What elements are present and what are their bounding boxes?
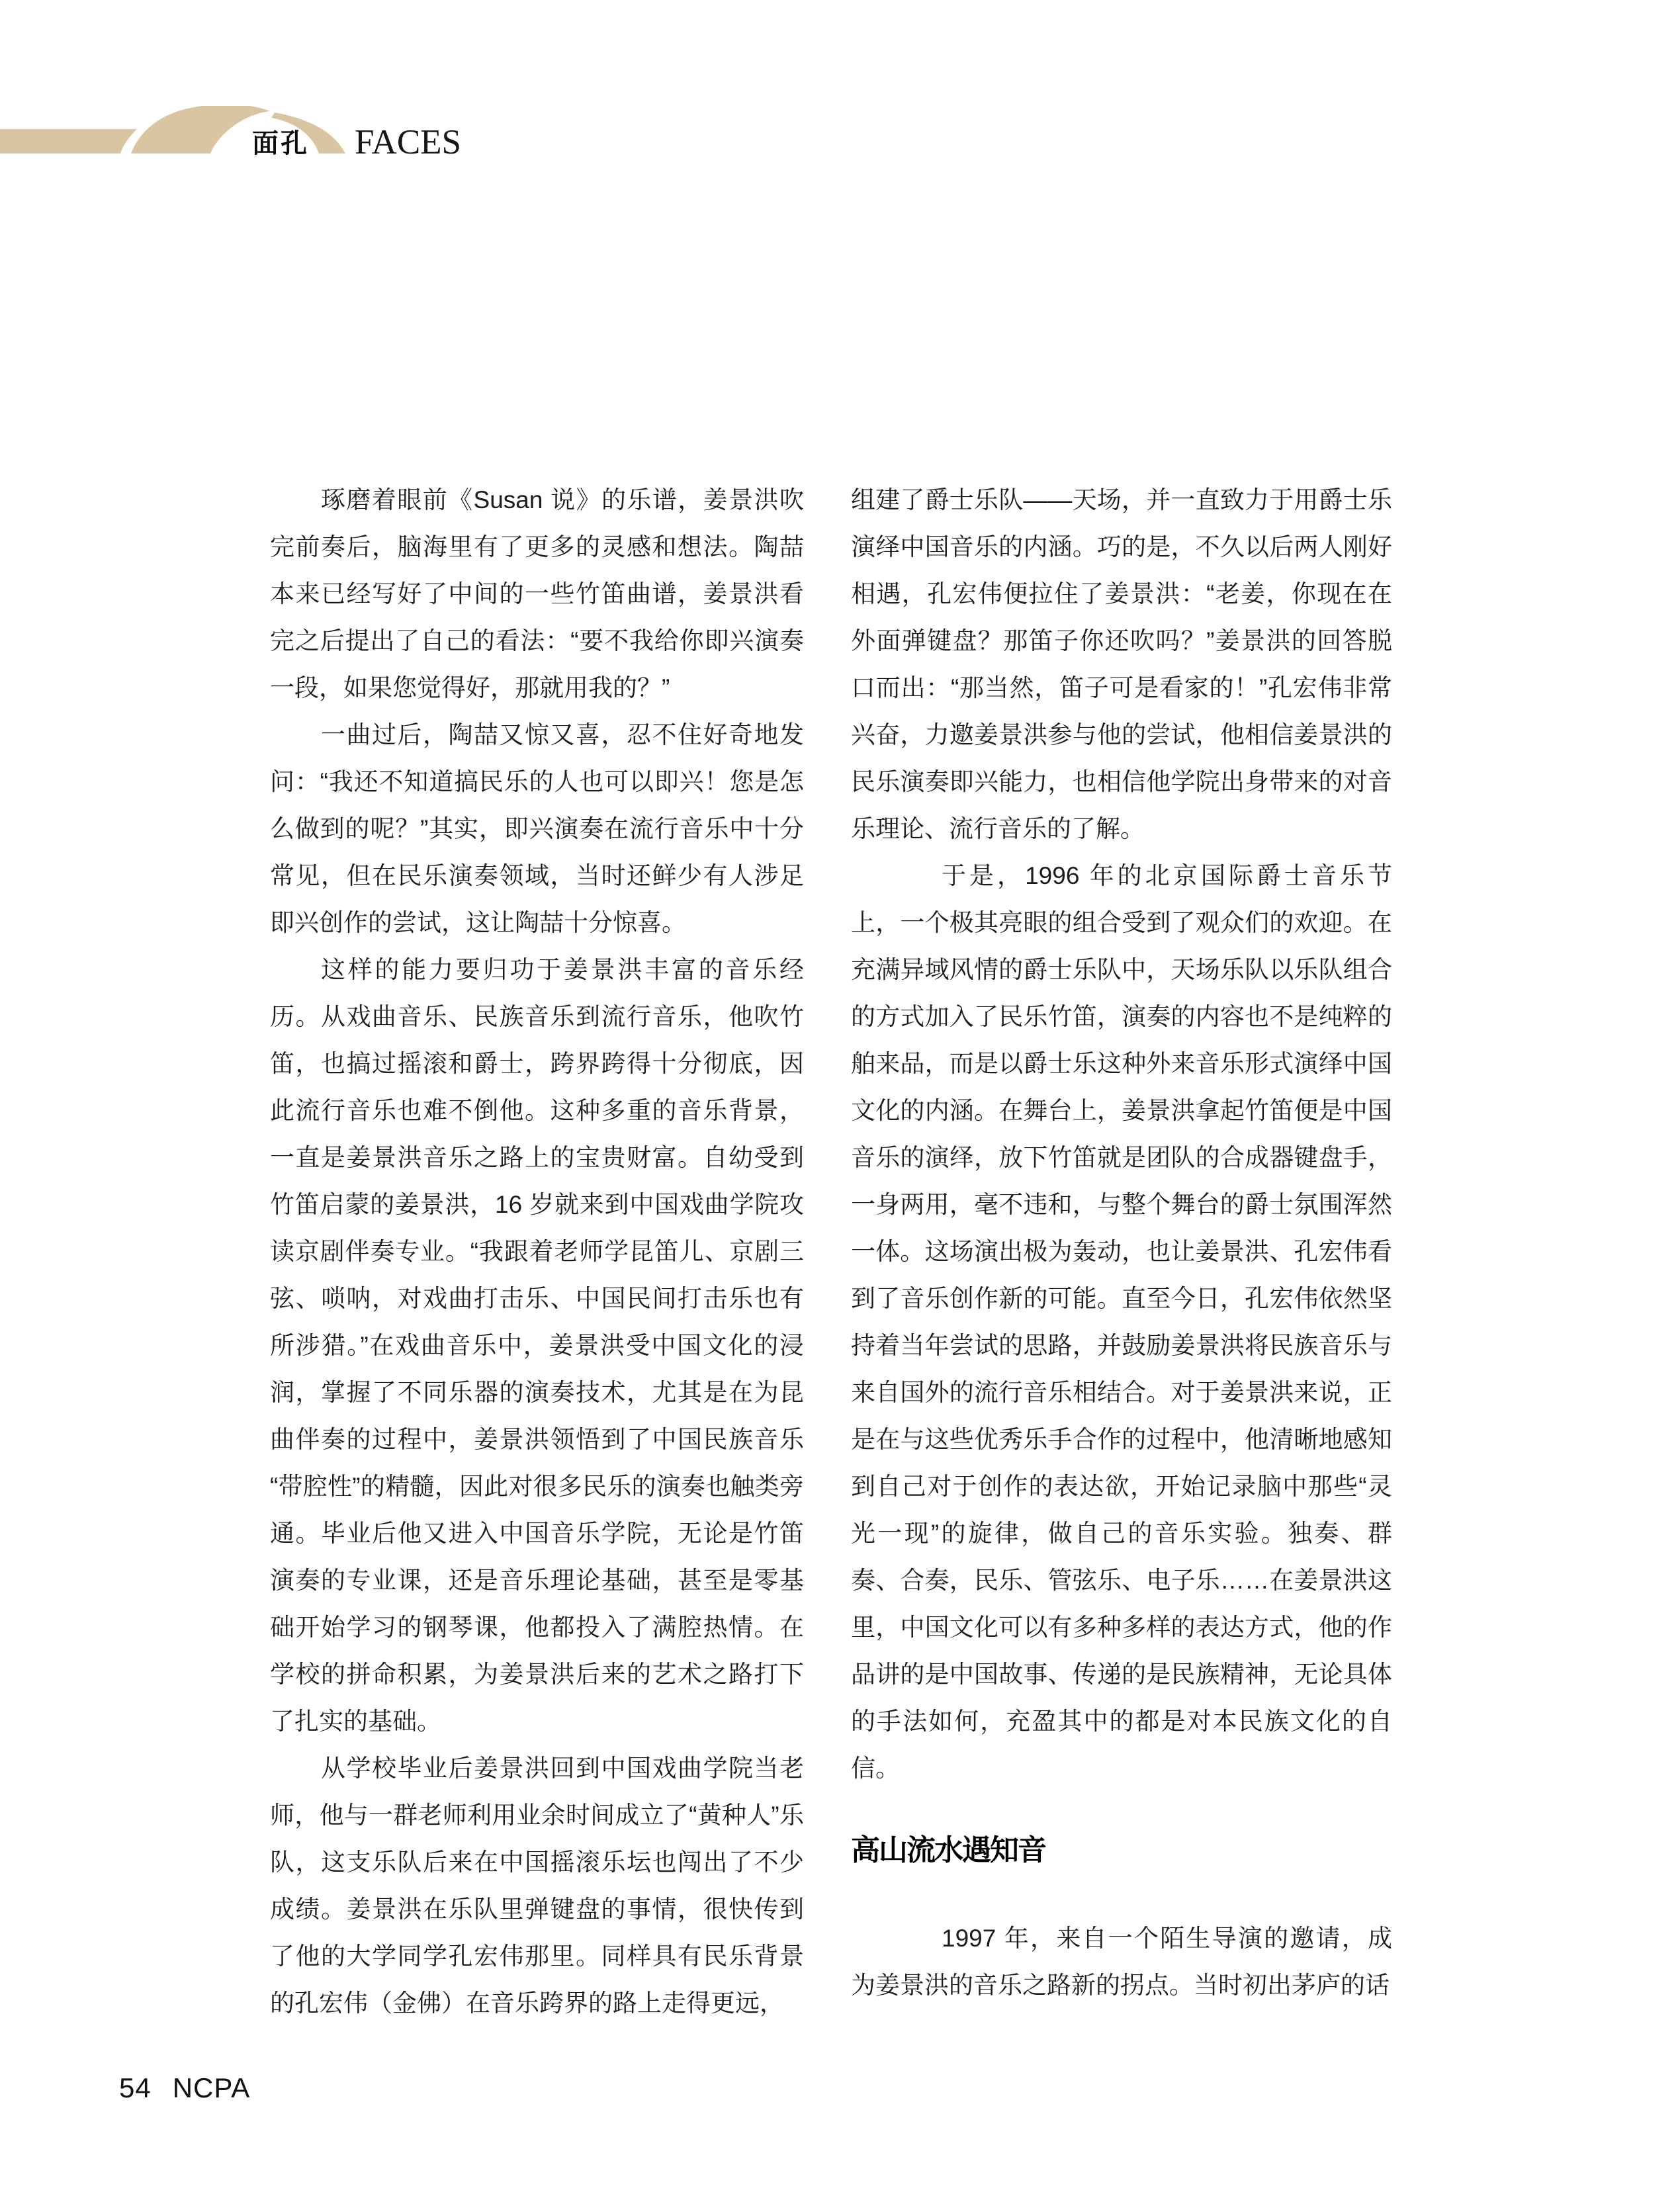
paragraph: 琢磨着眼前《Susan 说》的乐谱，姜景洪吹完前奏后，脑海里有了更多的灵感和想法。陶喆本来已经写好了中间的一些竹笛曲谱，姜景洪看完之后提出了自己的看法：“要不我给你即兴演奏一段，如果您觉得好，那就用我的？” bbox=[270, 486, 804, 701]
paragraph: 组建了爵士乐队——天场，并一直致力于用爵士乐演绎中国音乐的内涵。巧的是，不久以后两人刚好相遇，孔宏伟便拉住了姜景洪：“老姜，你现在在外面弹键盘？那笛子你还吹吗？”姜景洪的回答脱口而出：“那当然，笛子可是看家的！”孔宏伟非常兴奋，力邀姜景洪参与他的尝试，他相信姜景洪的民乐演奏即兴能力，也相信他学院出身带来的对音乐理论、流行音乐的了解。 bbox=[851, 486, 1392, 842]
header-leaf-shape bbox=[131, 106, 270, 153]
right-column bbox=[851, 476, 1392, 2009]
paragraph: 一曲过后，陶喆又惊又喜，忍不住好奇地发问：“我还不知道搞民乐的人也可以即兴！您是怎么做到的呢？”其实，即兴演奏在流行音乐中十分常见，但在民乐演奏领域，当时还鲜少有人涉足即兴创作的尝试，这让陶喆十分惊喜。 bbox=[270, 721, 804, 936]
section-label-en: FACES bbox=[355, 123, 462, 161]
paragraph: 于是，1996 年的北京国际爵士音乐节上，一个极其亮眼的组合受到了观众们的欢迎。在充满异域风情的爵士乐队中，天场乐队以乐队组合的方式加入了民乐竹笛，演奏的内容也不是纯粹的舶来品，而是以爵士乐这种外来音乐形式演绎中国文化的内涵。在舞台上，姜景洪拿起竹笛便是中国音乐的演绎，放下竹笛就是团队的合成器键盘手，一身两用，毫不违和，与整个舞台的爵士氛围浑然一体。这场演出极为轰动，也让姜景洪、孔宏伟看到了音乐创作新的可能。直至今日，孔宏伟依然坚持着当年尝试的思路，并鼓励姜景洪将民族音乐与来自国外的流行音乐相结合。对于姜景洪来说，正是在与这些优秀乐手合作的过程中，他清晰地感知到自己对于创作的表达欲，开始记录脑中那些“灵光一现”的旋律，做自己的音乐实验。独奏、群奏、合奏，民乐、管弦乐、电子乐……在姜景洪这里，中国文化可以有多种多样的表达方式，他的作品讲的是中国故事、传递的是民族精神，无论具体的手法如何，充盈其中的都是对本民族文化的自信。 bbox=[851, 862, 1392, 1782]
journal-abbr: NCPA bbox=[172, 2072, 251, 2103]
right-column-bottom bbox=[851, 1915, 1392, 2009]
paragraph: 从学校毕业后姜景洪回到中国戏曲学院当老师，他与一群老师利用业余时间成立了“黄种人”乐队，这支乐队后来在中国摇滚乐坛也闯出了不少成绩。姜景洪在乐队里弹键盘的事情，很快传到了他的大学同学孔宏伟那里。同样具有民乐背景的孔宏伟（金佛）在音乐跨界的路上走得更远， bbox=[270, 1755, 804, 2017]
paragraph: 这样的能力要归功于姜景洪丰富的音乐经历。从戏曲音乐、民族音乐到流行音乐，他吹竹笛，也搞过摇滚和爵士，跨界跨得十分彻底，因此流行音乐也难不倒他。这种多重的音乐背景，一直是姜景洪音乐之路上的宝贵财富。自幼受到竹笛启蒙的姜景洪，16 岁就来到中国戏曲学院攻读京剧伴奏专业。“我跟着老师学昆笛儿、京剧三弦、唢呐，对戏曲打击乐、中国民间打击乐也有所涉猎。”在戏曲音乐中，姜景洪受中国文化的浸润，掌握了不同乐器的演奏技术，尤其是在为昆曲伴奏的过程中，姜景洪领悟到了中国民族音乐“带腔性”的精髓，因此对很多民乐的演奏也触类旁通。毕业后他又进入中国音乐学院，无论是竹笛演奏的专业课，还是音乐理论基础，甚至是零基础开始学习的钢琴课，他都投入了满腔热情。在学校的拼命积累，为姜景洪后来的艺术之路打下了扎实的基础。 bbox=[270, 956, 804, 1735]
right-column-top bbox=[851, 476, 1392, 1792]
section-label-cn: 面孔 bbox=[252, 129, 309, 158]
header-bar-shape bbox=[0, 129, 137, 153]
header-swoosh-graphic bbox=[0, 106, 371, 159]
section-heading: 高山流水遇知音 bbox=[851, 1834, 1045, 1866]
page-number: 54 bbox=[119, 2072, 152, 2103]
left-column bbox=[270, 476, 804, 2027]
paragraph: 1997 年，来自一个陌生导演的邀请，成为姜景洪的音乐之路新的拐点。当时初出茅庐的话 bbox=[851, 1925, 1392, 1999]
page-footer bbox=[119, 2074, 250, 2103]
